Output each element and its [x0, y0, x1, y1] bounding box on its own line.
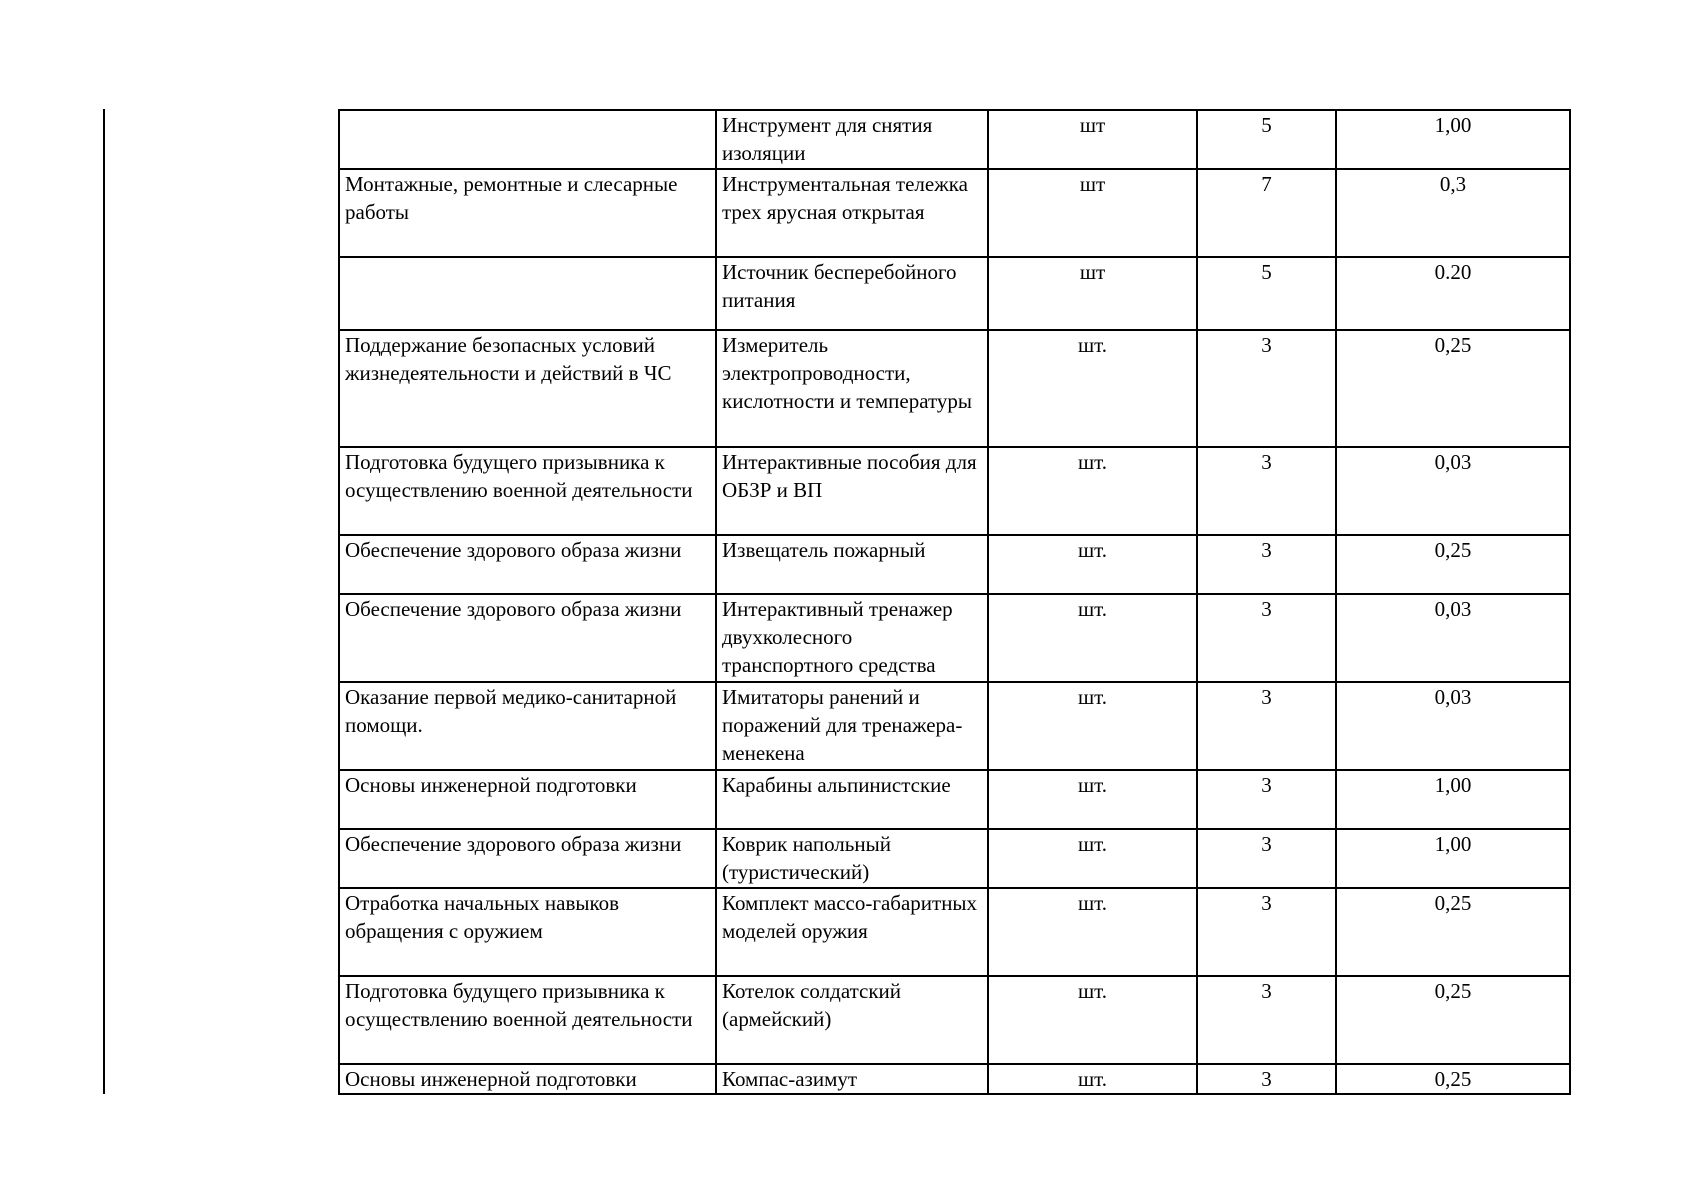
item-cell: Измеритель электропроводности, кислотности и температуры: [716, 330, 988, 447]
coefficient-cell: 0,25: [1336, 535, 1570, 594]
table-row: [339, 1064, 1570, 1094]
table-row: [339, 594, 1570, 682]
quantity-cell: 3: [1197, 535, 1336, 594]
unit-cell: шт: [988, 169, 1197, 257]
table-row: [339, 535, 1570, 594]
quantity-cell: 3: [1197, 888, 1336, 976]
section-cell: Отработка начальных навыков обращения с оружием: [339, 888, 716, 976]
item-cell: Источник бесперебойного питания: [716, 257, 988, 330]
section-cell: Обеспечение здорового образа жизни: [339, 829, 716, 888]
coefficient-cell: 0,25: [1336, 976, 1570, 1064]
item-cell: Интерактивные пособия для ОБЗР и ВП: [716, 447, 988, 535]
section-cell: Подготовка будущего призывника к осуществлению военной деятельности: [339, 447, 716, 535]
table-row: [339, 169, 1570, 257]
table-row: [339, 110, 1570, 169]
quantity-cell: 3: [1197, 594, 1336, 682]
coefficient-cell: 0,03: [1336, 682, 1570, 770]
unit-cell: шт.: [988, 330, 1197, 447]
item-cell: Компас-азимут: [716, 1064, 988, 1094]
unit-cell: шт.: [988, 770, 1197, 829]
unit-cell: шт.: [988, 535, 1197, 594]
section-cell: Обеспечение здорового образа жизни: [339, 535, 716, 594]
quantity-cell: 5: [1197, 110, 1336, 169]
section-cell: Обеспечение здорового образа жизни: [339, 594, 716, 682]
section-cell: Монтажные, ремонтные и слесарные работы: [339, 169, 716, 257]
item-cell: Коврик напольный (туристический): [716, 829, 988, 888]
item-cell: Комплект массо-габаритных моделей оружия: [716, 888, 988, 976]
coefficient-cell: 0,3: [1336, 169, 1570, 257]
table-row: [339, 682, 1570, 770]
quantity-cell: 3: [1197, 770, 1336, 829]
quantity-cell: 3: [1197, 829, 1336, 888]
unit-cell: шт.: [988, 976, 1197, 1064]
equipment-table: [338, 109, 1571, 1095]
table-row: [339, 976, 1570, 1064]
unit-cell: шт.: [988, 682, 1197, 770]
section-cell: Подготовка будущего призывника к осуществлению военной деятельности: [339, 976, 716, 1064]
coefficient-cell: 0,03: [1336, 594, 1570, 682]
item-cell: Интерактивный тренажер двухколесного транспортного средства: [716, 594, 988, 682]
quantity-cell: 7: [1197, 169, 1336, 257]
quantity-cell: 3: [1197, 330, 1336, 447]
unit-cell: шт: [988, 110, 1197, 169]
unit-cell: шт.: [988, 447, 1197, 535]
coefficient-cell: 1,00: [1336, 770, 1570, 829]
coefficient-cell: 0.20: [1336, 257, 1570, 330]
item-cell: Инструмент для снятия изоляции: [716, 110, 988, 169]
section-cell: Основы инженерной подготовки: [339, 1064, 716, 1094]
item-cell: Инструментальная тележка трех ярусная открытая: [716, 169, 988, 257]
coefficient-cell: 1,00: [1336, 829, 1570, 888]
section-cell: [339, 257, 716, 330]
table-row: [339, 770, 1570, 829]
coefficient-cell: 1,00: [1336, 110, 1570, 169]
unit-cell: шт.: [988, 594, 1197, 682]
table-row: [339, 330, 1570, 447]
quantity-cell: 3: [1197, 447, 1336, 535]
table-row: [339, 829, 1570, 888]
quantity-cell: 5: [1197, 257, 1336, 330]
section-cell: [339, 110, 716, 169]
unit-cell: шт: [988, 257, 1197, 330]
section-cell: Поддержание безопасных условий жизнедеятельности и действий в ЧС: [339, 330, 716, 447]
item-cell: Имитаторы ранений и поражений для тренажера-менекена: [716, 682, 988, 770]
page-margin-line: [103, 109, 105, 1094]
table-row: [339, 447, 1570, 535]
unit-cell: шт.: [988, 1064, 1197, 1094]
item-cell: Котелок солдатский (армейский): [716, 976, 988, 1064]
quantity-cell: 3: [1197, 1064, 1336, 1094]
coefficient-cell: 0,03: [1336, 447, 1570, 535]
section-cell: Основы инженерной подготовки: [339, 770, 716, 829]
coefficient-cell: 0,25: [1336, 330, 1570, 447]
item-cell: Извещатель пожарный: [716, 535, 988, 594]
item-cell: Карабины альпинистские: [716, 770, 988, 829]
table-row: [339, 257, 1570, 330]
section-cell: Оказание первой медико-санитарной помощи.: [339, 682, 716, 770]
coefficient-cell: 0,25: [1336, 888, 1570, 976]
unit-cell: шт.: [988, 829, 1197, 888]
unit-cell: шт.: [988, 888, 1197, 976]
coefficient-cell: 0,25: [1336, 1064, 1570, 1094]
quantity-cell: 3: [1197, 682, 1336, 770]
table-row: [339, 888, 1570, 976]
quantity-cell: 3: [1197, 976, 1336, 1064]
